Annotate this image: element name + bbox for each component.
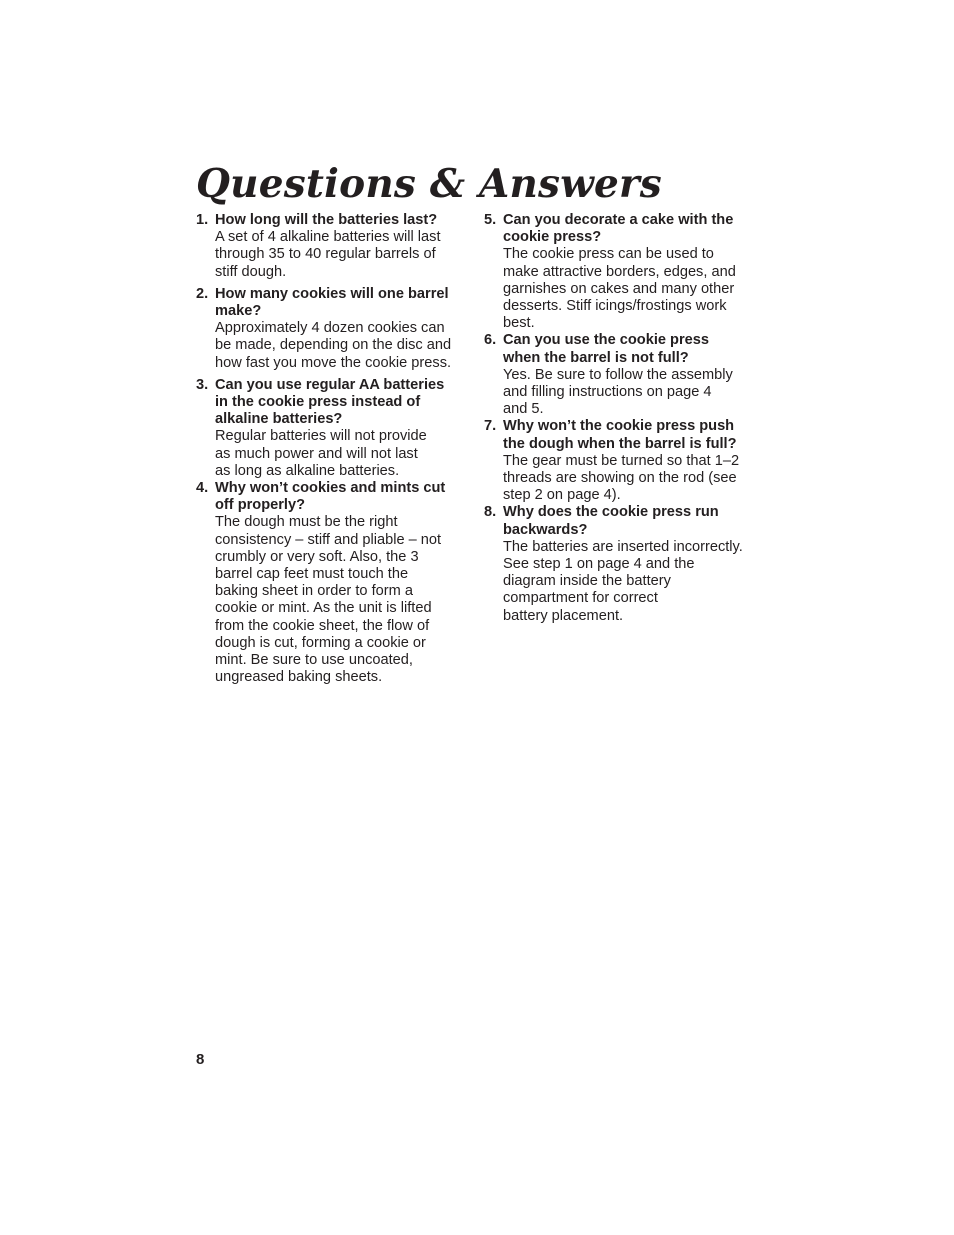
question-line: backwards? [503,521,588,538]
answer-line: mint. Be sure to use uncoated, [215,652,413,669]
question-text [215,480,470,514]
answer-line: and filling instructions on page 4 [503,384,712,401]
qa-item [196,212,470,281]
answer-line: Regular batteries will not provide [215,428,427,445]
answer-line: be made, depending on the disc and [215,337,452,354]
question-text [503,332,758,366]
answer-line: The dough must be the right [215,514,398,531]
question-text [215,377,470,429]
answer-text [503,367,758,419]
question-line: Why won’t the cookie press push [503,418,735,435]
question-line: off properly? [215,497,305,514]
question-text [215,212,470,229]
question-line: Why won’t cookies and mints cut [215,480,446,497]
qa-item [196,480,470,686]
question-text [503,212,758,246]
answer-line: See step 1 on page 4 and the [503,556,695,573]
question-number: 2. [196,285,209,302]
answer-line: stiff dough. [215,263,287,280]
question-line: Why does the cookie press run [503,504,719,521]
answer-line: crumbly or very soft. Also, the 3 [215,548,419,565]
question-line: How long will the batteries last? [215,212,438,228]
qa-item [196,286,470,372]
qa-item [484,212,758,332]
answer-line: battery placement. [503,607,624,624]
answer-line: desserts. Stiff icings/frostings work [503,298,727,315]
answer-text [215,229,470,281]
answer-line: barrel cap feet must touch the [215,566,409,583]
answer-line: through 35 to 40 regular barrels of [215,246,436,263]
answer-line: from the cookie sheet, the flow of [215,617,430,634]
answer-line: Approximately 4 dozen cookies can [215,320,445,337]
answer-line: how fast you move the cookie press. [215,354,452,371]
answer-line: The batteries are inserted incorrectly. [503,538,743,555]
answer-line: best. [503,315,535,332]
question-line: cookie press? [503,229,602,246]
answer-text [215,428,470,480]
answer-line: threads are showing on the rod (see [503,470,737,487]
question-line: in the cookie press instead of [215,394,421,411]
answer-text [503,453,758,505]
question-line: Can you use regular AA batteries [215,376,445,393]
answer-line: compartment for correct [503,590,658,607]
answer-line: diagram inside the battery [503,573,671,590]
answer-line: consistency – stiff and pliable – not [215,531,442,548]
page-number: 8 [196,1051,205,1068]
question-line: Can you decorate a cake with the [503,212,734,228]
question-text [215,286,470,320]
question-line: alkaline batteries? [215,411,343,428]
question-text [503,418,758,452]
question-line: make? [215,303,262,320]
left-column [196,212,470,686]
answer-text [215,320,470,372]
question-number: 1. [196,212,209,228]
question-number: 3. [196,376,209,393]
question-text [503,504,758,538]
qa-item [196,377,470,480]
answer-line: A set of 4 alkaline batteries will last [215,229,441,246]
question-line: Can you use the cookie press [503,332,710,349]
answer-line: garnishes on cakes and many other [503,280,735,297]
qa-item [484,332,758,418]
answer-line: dough is cut, forming a cookie or [215,634,426,651]
question-number: 6. [484,332,497,349]
answer-text [503,246,758,332]
question-number: 7. [484,418,497,435]
answer-line: baking sheet in order to form a [215,583,413,600]
answer-line: cookie or mint. As the unit is lifted [215,600,432,617]
answer-text [215,514,470,686]
qa-item [484,418,758,504]
qa-item [484,504,758,624]
answer-line: Yes. Be sure to follow the assembly [503,366,733,383]
question-number: 5. [484,212,497,228]
right-column [484,212,758,625]
answer-line: step 2 on page 4). [503,487,621,504]
question-number: 4. [196,480,209,497]
question-line: when the barrel is not full? [503,349,689,366]
question-line: How many cookies will one barrel [215,285,449,302]
answer-line: and 5. [503,401,544,418]
answer-text [503,539,758,625]
answer-line: The gear must be turned so that 1–2 [503,452,740,469]
question-number: 8. [484,504,497,521]
answer-line: make attractive borders, edges, and [503,263,736,280]
answer-line: as much power and will not last [215,445,418,462]
answer-line: The cookie press can be used to [503,246,714,263]
question-line: the dough when the barrel is full? [503,435,737,452]
answer-line: ungreased baking sheets. [215,669,383,686]
page-title: Questions & Answers [196,161,662,207]
answer-line: as long as alkaline batteries. [215,462,400,479]
